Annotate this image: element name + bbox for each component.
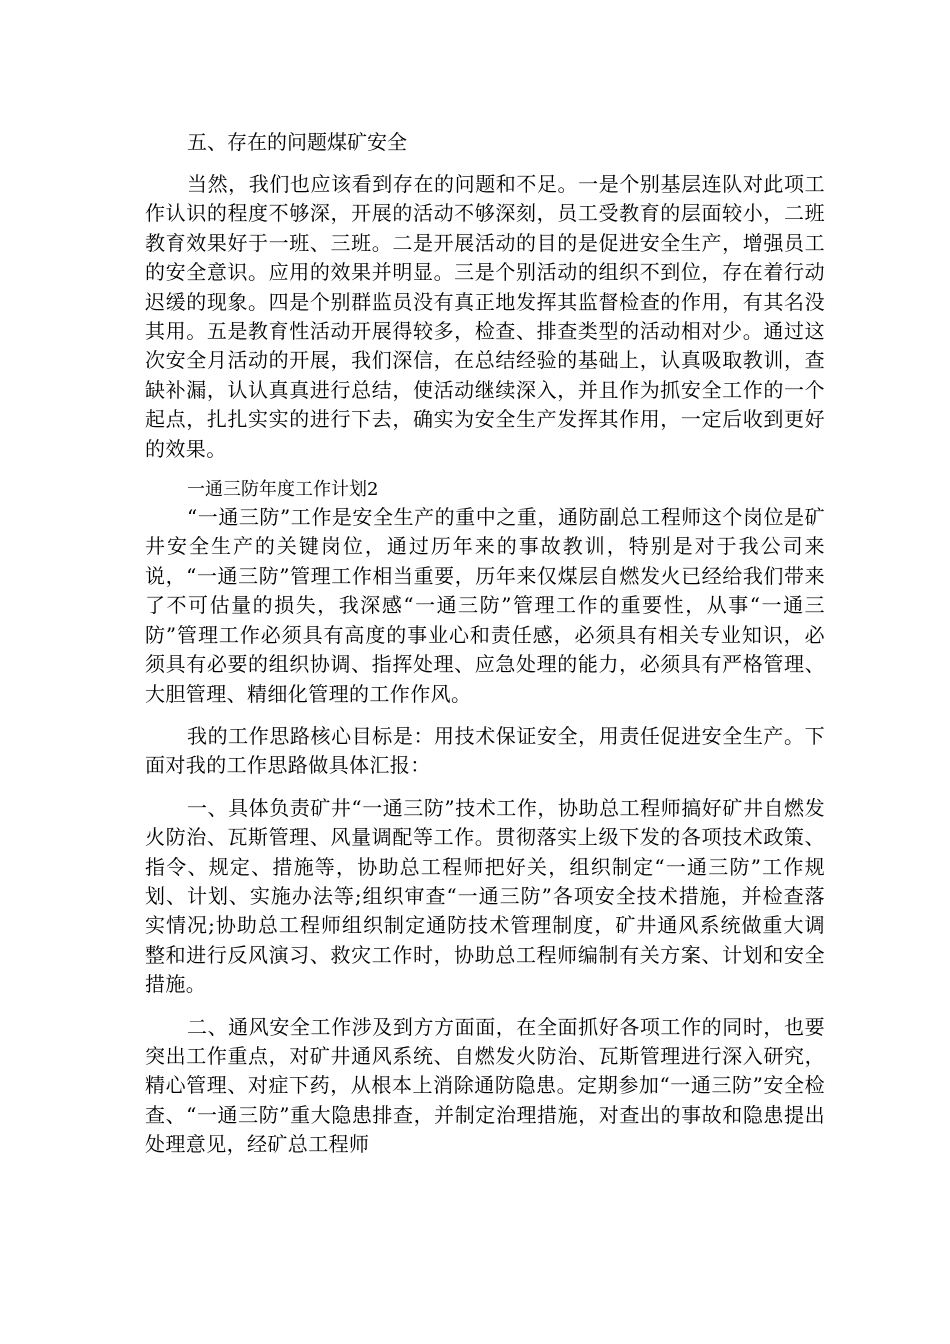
paragraph-problems: 当然，我们也应该看到存在的问题和不足。一是个别基层连队对此项工作认识的程度不够深，开展的活动不够深刻，员工受教育的层面较小，二班教育效果好于一班、三班。二是开展活动的目的是促进安全生产，增强员工的安全意识。应用的效果并明显。三是个别活动的组织不到位，存在着行动迟缓的现象。四是个别群监员没有真正地发挥其监督检查的作用，有其名没其用。五是教育性活动开展得较多，检查、排查类型的活动相对少。通过这次安全月活动的开展，我们深信，在总结经验的基础上，认真吸取教训，查缺补漏，认认真真进行总结，使活动继续深入，并且作为抓安全工作的一个起点，扎扎实实的进行下去，确实为安全生产发挥其作用，一定后收到更好的效果。 [145, 172, 825, 461]
paragraph-item-two: 二、通风安全工作涉及到方方面面，在全面抓好各项工作的同时，也要突出工作重点，对矿井通风系统、自燃发火防治、瓦斯管理进行深入研究，精心管理、对症下药，从根本上消除通防隐患。定期参加“一通三防”安全检查、“一通三防”重大隐患排查，并制定治理措施，对查出的事故和隐患提出处理意见，经矿总工程师 [145, 1014, 825, 1157]
paragraph-goal: 我的工作思路核心目标是：用技术保证安全，用责任促进安全生产。下面对我的工作思路做具体汇报： [145, 723, 825, 778]
paragraph-item-one: 一、具体负责矿井“一通三防”技术工作，协助总工程师搞好矿井自燃发火防治、瓦斯管理、风量调配等工作。贯彻落实上级下发的各项技术政策、指令、规定、措施等，协助总工程师把好关，组织制定“一通三防”工作规划、计划、实施办法等;组织审查“一通三防”各项安全技术措施，并检查落实情况;协助总工程师组织制定通防技术管理制度，矿井通风系统做重大调整和进行反风演习、救灾工作时，协助总工程师编制有关方案、计划和安全措施。 [145, 795, 825, 997]
plan-title: 一通三防年度工作计划2 [187, 479, 379, 501]
paragraph-intro: “一通三防”工作是安全生产的重中之重，通防副总工程师这个岗位是矿井安全生产的关键岗位，通过历年来的事故教训，特别是对于我公司来说，“一通三防”管理工作相当重要，历年来仅煤层自燃发火已经给我们带来了不可估量的损失，我深感“一通三防”管理工作的重要性，从事“一通三防”管理工作必须具有高度的事业心和责任感，必须具有相关专业知识，必须具有必要的组织协调、指挥处理、应急处理的能力，必须具有严格管理、大胆管理、精细化管理的工作作风。 [145, 505, 825, 706]
section-heading: 五、存在的问题煤矿安全 [187, 130, 407, 154]
document-page [145, 126, 825, 1173]
